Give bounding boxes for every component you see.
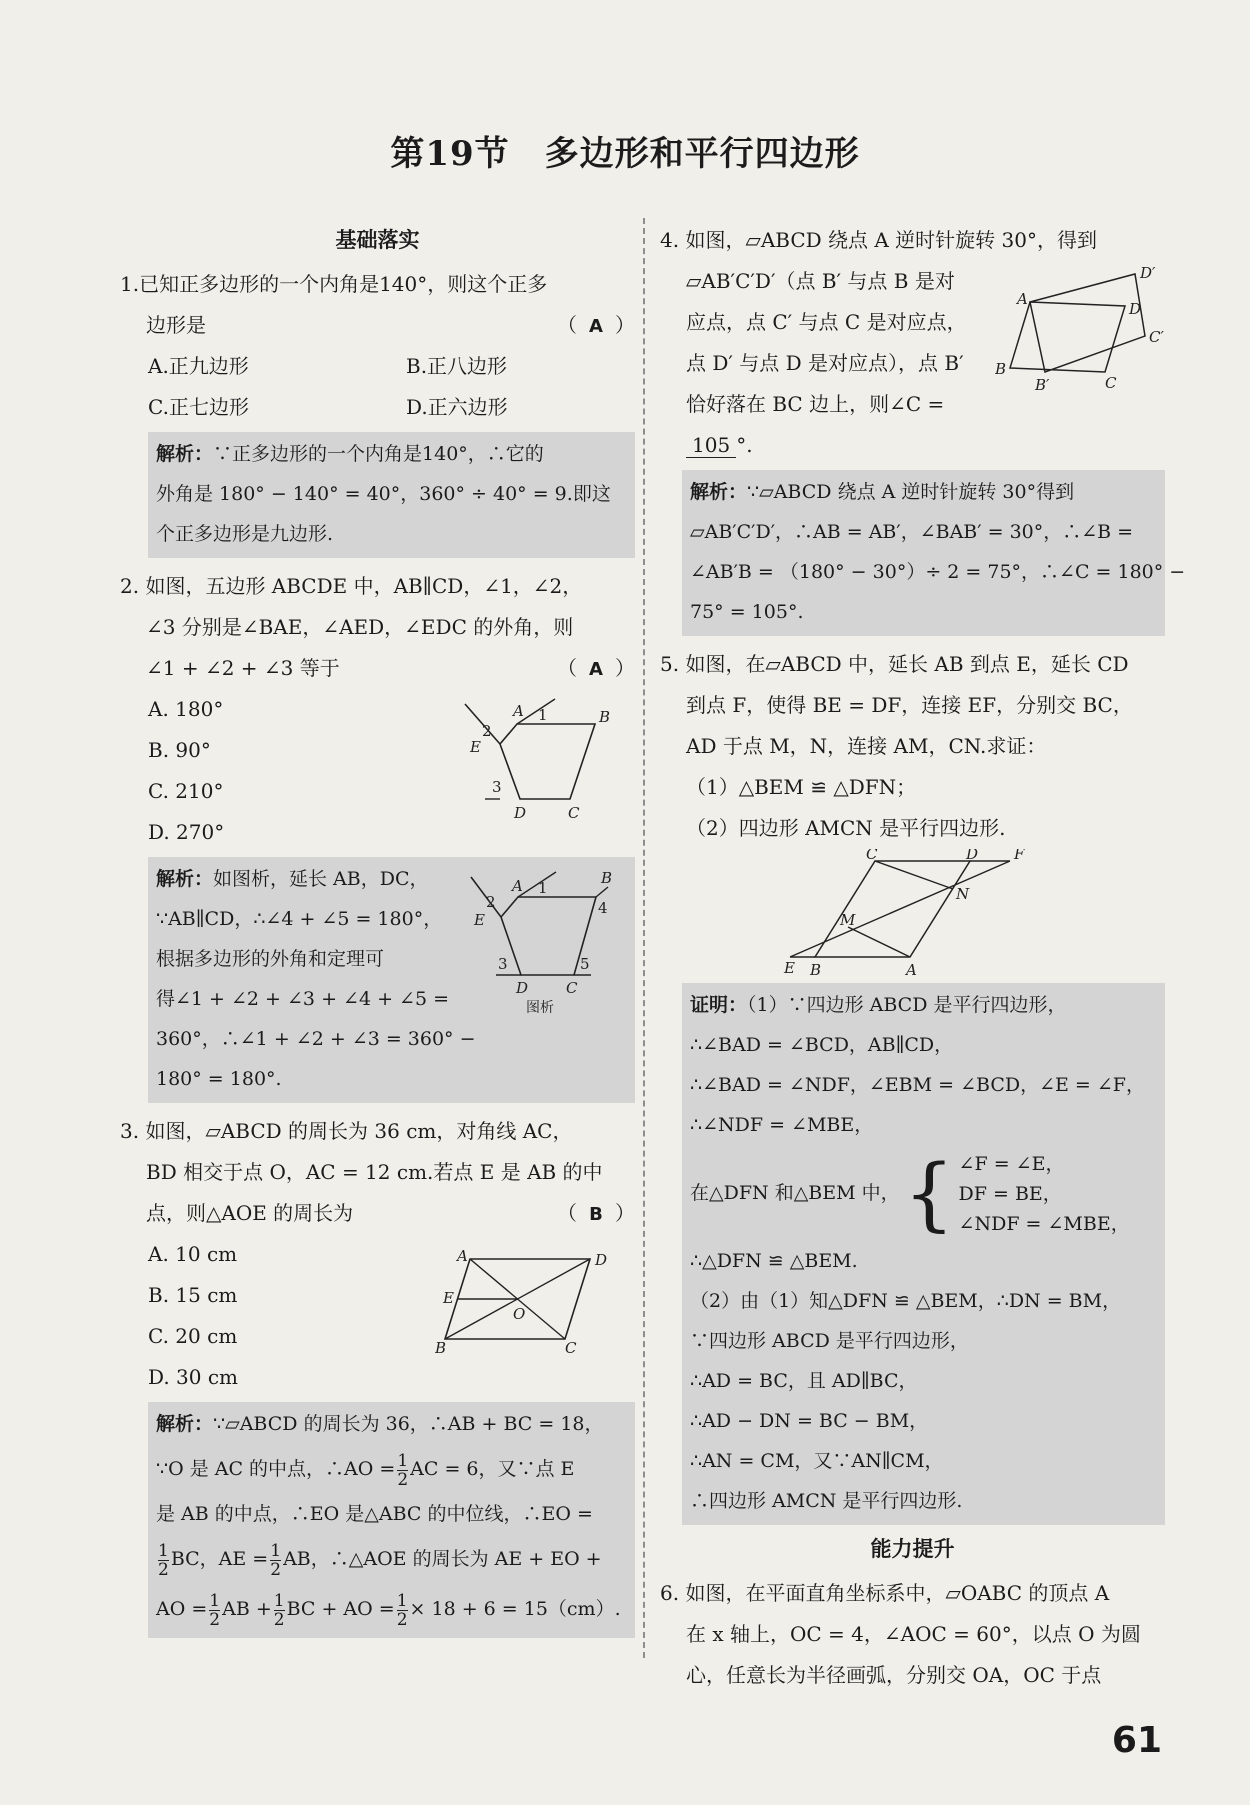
q1-option-d: D.正六边形 xyxy=(406,395,508,419)
q2-analysis-figure xyxy=(466,857,631,1021)
q4-explanation xyxy=(682,470,1186,636)
q3-frac-4-den: 2 xyxy=(209,1609,221,1630)
q3-frac-1-num: 1 xyxy=(397,1450,409,1471)
q2-explanation-line6: 180° = 180°. xyxy=(156,1068,282,1090)
q3-frac-1 xyxy=(397,1452,408,1489)
q2-explanation-line5: 360°，∴∠1 + ∠2 + ∠3 = 360° − xyxy=(156,1028,476,1050)
q2-fig-label-1: 1 xyxy=(538,706,548,724)
q3-frac-5-num: 1 xyxy=(273,1590,285,1611)
q1-line1: 1.已知正多边形的一个内角是140°，则这个正多 xyxy=(120,272,548,296)
q3-answer: （ B ） xyxy=(557,1193,635,1235)
q4-explanation-line2: ▱AB′C′D′，∴AB = AB′，∠BAB′ = 30°，∴∠B = xyxy=(690,521,1134,543)
q4-explanation-line4: 75° = 105°. xyxy=(690,601,804,623)
q2-explanation-line3: 根据多边形的外角和定理可 xyxy=(156,948,385,970)
q3-option-a: A. 10 cm xyxy=(148,1242,238,1266)
q4-explanation-label: 解析： xyxy=(690,481,748,503)
q4-blank: 105 xyxy=(686,433,736,458)
q2a-fig-label-4: 4 xyxy=(598,899,608,917)
q2-fig-label-c: C xyxy=(568,804,580,822)
q5-line2: 到点 F，使得 BE = DF，连接 EF，分别交 BC， xyxy=(686,693,1133,717)
q3-e4b: AB，∴△AOE 的周长为 AE + EO + xyxy=(283,1548,602,1570)
q3-frac-3-num: 1 xyxy=(270,1540,282,1561)
q2-explanation-line2: ∵AB∥CD，∴∠4 + ∠5 = 180°， xyxy=(156,908,443,930)
q3-explanation-label: 解析： xyxy=(156,1413,214,1435)
q3-fig-label-e: E xyxy=(443,1289,454,1307)
q2a-fig-label-2: 2 xyxy=(486,893,496,911)
q3-line3 xyxy=(120,1193,635,1234)
q4-line4: 点 D′ 与点 D 是对应点），点 B′ xyxy=(686,351,964,375)
q1-options-row1 xyxy=(120,346,635,387)
q4-figure xyxy=(995,264,1165,408)
q2-explanation-line1: 如图析，延长 AB，DC， xyxy=(213,868,429,890)
q2a-fig-label-b: B xyxy=(601,869,613,887)
q2a-fig-label-5: 5 xyxy=(580,955,590,973)
q2-option-a: A. 180° xyxy=(148,697,224,721)
q2-option-d: D. 270° xyxy=(148,820,225,844)
page-title: 第19节 多边形和平行四边形 xyxy=(390,134,860,174)
q5-proof-line1: （1）∵四边形 ABCD 是平行四边形， xyxy=(747,994,1067,1016)
q5-proof-line12: ∴四边形 AMCN 是平行四边形. xyxy=(690,1490,963,1512)
column-divider xyxy=(643,218,645,1658)
q4-fig-label-c-prime: C′ xyxy=(1149,328,1164,346)
q2a-fig-label-d: D xyxy=(516,979,529,997)
q1-options-row2 xyxy=(120,387,635,428)
q1-explanation xyxy=(148,432,635,558)
q3-frac-3 xyxy=(270,1542,281,1579)
question-6 xyxy=(660,1573,1165,1696)
q5-brace: { xyxy=(903,1147,955,1240)
q1-option-c: C.正七边形 xyxy=(148,395,249,419)
q1-option-b: B.正八边形 xyxy=(406,354,508,378)
q4-fig-label-b-prime: B′ xyxy=(1035,376,1050,394)
q3-line3-text: 点，则△AOE 的周长为 xyxy=(146,1201,354,1225)
q5-fig-label-d: D xyxy=(966,849,979,863)
q3-option-c: C. 20 cm xyxy=(148,1324,238,1348)
q3-frac-4-num: 1 xyxy=(209,1590,221,1611)
q2-fig-label-a: A xyxy=(513,702,524,720)
right-column xyxy=(660,220,1186,1696)
q5-figure xyxy=(770,849,1040,983)
left-column xyxy=(120,220,635,1646)
q3-frac-5-den: 2 xyxy=(273,1609,285,1630)
q3-fig-label-o: O xyxy=(513,1305,526,1323)
q5-fig-label-b: B xyxy=(810,961,822,979)
q5-proof-line5: 在△DFN 和△BEM 中， xyxy=(690,1182,900,1204)
q3-frac-6-den: 2 xyxy=(396,1609,408,1630)
q4-line3: 应点，点 C′ 与点 C 是对应点， xyxy=(686,310,967,334)
q6-line1: 6. 如图，在平面直角坐标系中，▱OABC 的顶点 A xyxy=(660,1581,1110,1605)
q5-fig-label-c: C xyxy=(866,849,878,863)
question-4 xyxy=(660,220,1186,636)
q5-proof-line6: ∴△DFN ≌ △BEM. xyxy=(690,1250,858,1272)
q4-line1: 4. 如图，▱ABCD 绕点 A 逆时针旋转 30°，得到 xyxy=(660,228,1097,252)
q2-fig-label-d: D xyxy=(514,804,527,822)
q3-option-b: B. 15 cm xyxy=(148,1283,238,1307)
q5-figure-area xyxy=(660,849,1165,979)
q3-e5d: × 18 + 6 = 15（cm）. xyxy=(409,1598,621,1620)
q5-proof-line7: （2）由（1）知△DFN ≌ △BEM，∴DN = BM， xyxy=(690,1290,1122,1312)
q2-explanation-line4: 得∠1 + ∠2 + ∠3 + ∠4 + ∠5 = xyxy=(156,988,449,1010)
q6-line2: 在 x 轴上，OC = 4，∠AOC = 60°，以点 O 为圆 xyxy=(686,1622,1141,1646)
q3-explanation xyxy=(148,1402,635,1638)
q2-option-c: C. 210° xyxy=(148,779,224,803)
q3-frac-6 xyxy=(397,1592,408,1629)
q5-line5: （2）四边形 AMCN 是平行四边形. xyxy=(686,816,1006,840)
q3-fig-label-a: A xyxy=(457,1249,468,1265)
q5-proof-line8: ∵四边形 ABCD 是平行四边形， xyxy=(690,1330,969,1352)
q3-line2: BD 相交于点 O，AC = 12 cm.若点 E 是 AB 的中 xyxy=(146,1160,603,1184)
q3-line1: 3. 如图，▱ABCD 的周长为 36 cm，对角线 AC， xyxy=(120,1119,573,1143)
q3-e5b: AB + xyxy=(222,1598,272,1620)
q3-e4a: BC，AE = xyxy=(170,1548,269,1570)
q1-explanation-line1: ∵正多边形的一个内角是140°，∴它的 xyxy=(213,443,544,465)
question-3 xyxy=(120,1111,635,1638)
q5-proof-system xyxy=(690,1145,1157,1241)
q2-fig-label-2: 2 xyxy=(482,722,492,740)
q3-fig-label-c: C xyxy=(565,1339,577,1357)
q4-fig-label-d: D xyxy=(1129,300,1142,318)
q3-e5a: AO = xyxy=(156,1598,208,1620)
q5-proof-line3: ∴∠BAD = ∠NDF，∠EBM = ∠BCD，∠E = ∠F， xyxy=(690,1074,1145,1096)
q5-proof xyxy=(682,983,1165,1525)
q3-frac-1-den: 2 xyxy=(397,1469,409,1490)
question-1 xyxy=(120,264,635,558)
q3-frac-2 xyxy=(158,1542,169,1579)
q3-e2b: AC = 6，又∵点 E xyxy=(410,1458,575,1480)
q3-explanation-line1: ∵▱ABCD 的周长为 36，∴AB + BC = 18， xyxy=(213,1413,604,1435)
q5-line4: （1）△BEM ≌ △DFN； xyxy=(686,775,917,799)
q3-e5c: BC + AO = xyxy=(286,1598,395,1620)
q3-frac-3-den: 2 xyxy=(270,1559,282,1580)
q5-proof-line9: ∴AD = BC，且 AD∥BC， xyxy=(690,1370,918,1392)
q4-fig-label-a: A xyxy=(1017,290,1028,308)
q2-fig-label-e: E xyxy=(470,738,481,756)
q1-option-a: A.正九边形 xyxy=(148,354,249,378)
q5-line1: 5. 如图，在▱ABCD 中，延长 AB 到点 E，延长 CD xyxy=(660,652,1129,676)
q3-figure xyxy=(435,1249,635,1363)
q3-frac-2-num: 1 xyxy=(158,1540,169,1561)
q5-fig-label-e: E xyxy=(784,959,795,977)
section-heading-advanced: 能力提升 xyxy=(870,1537,955,1561)
section-heading-basic: 基础落实 xyxy=(335,228,420,252)
q2-line3-text: ∠1 + ∠2 + ∠3 等于 xyxy=(146,656,340,680)
q5-fig-label-n: N xyxy=(956,885,970,903)
q2-answer: （ A ） xyxy=(557,648,635,690)
q2-line1: 2. 如图，五边形 ABCDE 中，AB∥CD，∠1，∠2， xyxy=(120,574,583,598)
q4-explanation-line1: ∵▱ABCD 绕点 A 逆时针旋转 30°得到 xyxy=(747,481,1075,503)
q3-fig-label-d: D xyxy=(595,1251,608,1269)
q2-fig-label-3: 3 xyxy=(492,778,502,796)
q5-proof-line11: ∴AN = CM，又∵AN∥CM， xyxy=(690,1450,944,1472)
q2-line3 xyxy=(120,648,635,689)
question-2 xyxy=(120,566,635,1103)
q4-explanation-line3: ∠AB′B = （180° − 30°）÷ 2 = 75°，∴∠C = 180° − xyxy=(690,561,1186,583)
q3-explanation-line2 xyxy=(156,1444,627,1494)
q4-line6 xyxy=(660,425,1165,466)
q3-frac-5 xyxy=(274,1592,285,1629)
q4-fig-label-c: C xyxy=(1105,374,1117,392)
q2-answer-letter: A xyxy=(589,659,603,680)
q3-answer-letter: B xyxy=(589,1204,603,1225)
q5-fig-label-f: F xyxy=(1014,849,1025,863)
q5-system-line2: DF = BE， xyxy=(958,1183,1062,1205)
q5-fig-label-m: M xyxy=(840,911,856,929)
q5-system-line3: ∠NDF = ∠MBE， xyxy=(958,1213,1130,1235)
q2-explanation xyxy=(148,857,635,1103)
q2-explanation-label: 解析： xyxy=(156,868,214,890)
q5-proof-line4: ∴∠NDF = ∠MBE， xyxy=(690,1114,874,1136)
q3-fig-label-b: B xyxy=(435,1339,447,1357)
q4-line5: 恰好落在 BC 边上，则∠C = xyxy=(686,392,945,416)
q2-fig-label-b: B xyxy=(599,708,611,726)
q3-frac-6-num: 1 xyxy=(396,1590,408,1611)
q1-line2 xyxy=(120,305,635,346)
q5-proof-line10: ∴AD − DN = BC − BM， xyxy=(690,1410,929,1432)
q5-proof-line2: ∴∠BAD = ∠BCD，AB∥CD， xyxy=(690,1034,954,1056)
q4-line2: ▱AB′C′D′（点 B′ 与点 B 是对 xyxy=(686,269,955,293)
q1-explanation-label: 解析： xyxy=(156,443,214,465)
q2-figure xyxy=(460,684,635,828)
q5-proof-label: 证明： xyxy=(690,994,748,1016)
q1-explanation-line2: 外角是 180° − 140° = 40°，360° ÷ 40° = 9.即这 xyxy=(156,483,611,505)
q4-fig-label-b: B xyxy=(995,360,1007,378)
q2a-fig-caption: 图析 xyxy=(526,1000,554,1016)
q1-explanation-line3: 个正多边形是九边形. xyxy=(156,523,334,545)
q2-line2: ∠3 分别是∠BAE，∠AED，∠EDC 的外角，则 xyxy=(146,615,574,639)
q3-option-d: D. 30 cm xyxy=(148,1365,239,1389)
q5-system-line1: ∠F = ∠E， xyxy=(958,1153,1065,1175)
q1-line2-text: 边形是 xyxy=(146,313,206,337)
q4-fig-label-d-prime: D′ xyxy=(1140,264,1156,282)
q4-blank-after: °. xyxy=(736,433,753,457)
q3-explanation-line4 xyxy=(156,1534,627,1584)
page-number: 61 xyxy=(1111,1720,1162,1761)
q5-line3: AD 于点 M，N，连接 AM，CN.求证： xyxy=(686,734,1047,758)
q2a-fig-label-3: 3 xyxy=(498,955,508,973)
q1-answer-letter: A xyxy=(589,316,603,337)
q2-option-b: B. 90° xyxy=(148,738,211,762)
q3-e2a: ∵O 是 AC 的中点，∴AO = xyxy=(156,1458,396,1480)
q6-line3: 心，任意长为半径画弧，分别交 OA，OC 于点 xyxy=(686,1663,1102,1687)
q3-explanation-line5 xyxy=(156,1584,627,1634)
q2a-fig-label-1: 1 xyxy=(538,879,548,897)
q5-system-lines xyxy=(959,1149,1130,1239)
q1-answer: （ A ） xyxy=(557,305,635,347)
q3-explanation-line3: 是 AB 的中点，∴EO 是△ABC 的中位线，∴EO = xyxy=(156,1503,593,1525)
q2a-fig-label-a: A xyxy=(512,877,523,895)
q2a-fig-label-e: E xyxy=(474,911,485,929)
q5-fig-label-a: A xyxy=(906,961,917,979)
question-5 xyxy=(660,644,1165,1525)
q2a-fig-label-c: C xyxy=(566,979,578,997)
q3-frac-2-den: 2 xyxy=(158,1559,169,1580)
q3-frac-4 xyxy=(209,1592,220,1629)
